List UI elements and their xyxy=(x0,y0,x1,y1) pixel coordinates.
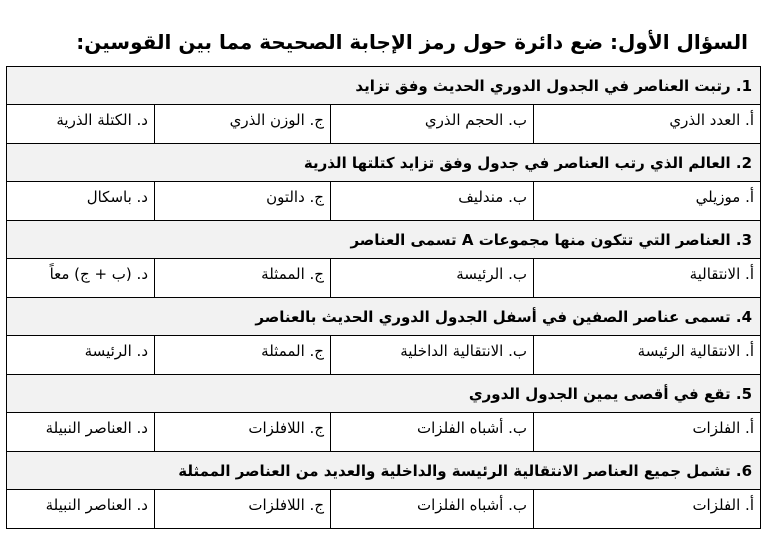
option-d[interactable]: د. الرئيسة xyxy=(7,336,155,375)
option-d[interactable]: د. العناصر النبيلة xyxy=(7,413,155,452)
option-a[interactable]: أ. موزيلي xyxy=(534,182,761,221)
option-c[interactable]: ج. اللافلزات xyxy=(155,413,331,452)
question-5-stem: 5. تقع في أقصى يمين الجدول الدوري xyxy=(7,375,761,413)
option-d[interactable]: د. (ب + ج) معاً xyxy=(7,259,155,298)
question-2-stem: 2. العالم الذي رتب العناصر في جدول وفق تزايد كتلتها الذرية xyxy=(7,144,761,182)
option-a[interactable]: أ. الفلزات xyxy=(534,490,761,529)
question-heading: السؤال الأول: ضع دائرة حول رمز الإجابة الصحيحة مما بين القوسين: xyxy=(76,30,748,54)
option-c[interactable]: ج. الممثلة xyxy=(155,259,331,298)
option-a[interactable]: أ. الانتقالية الرئيسة xyxy=(534,336,761,375)
option-c[interactable]: ج. اللافلزات xyxy=(155,490,331,529)
option-d[interactable]: د. باسكال xyxy=(7,182,155,221)
option-b[interactable]: ب. أشباه الفلزات xyxy=(331,490,534,529)
option-a[interactable]: أ. العدد الذري xyxy=(534,105,761,144)
question-3-stem: 3. العناصر التي تتكون منها مجموعات A تسمى العناصر xyxy=(7,221,761,259)
question-1-options xyxy=(7,105,761,144)
questions-table xyxy=(6,66,761,529)
option-b[interactable]: ب. الحجم الذري xyxy=(331,105,534,144)
option-b[interactable]: ب. أشباه الفلزات xyxy=(331,413,534,452)
option-d[interactable]: د. العناصر النبيلة xyxy=(7,490,155,529)
option-b[interactable]: ب. الرئيسة xyxy=(331,259,534,298)
option-b[interactable]: ب. مندليف xyxy=(331,182,534,221)
question-6-options xyxy=(7,490,761,529)
question-1-stem: 1. رتبت العناصر في الجدول الدوري الحديث وفق تزايد xyxy=(7,67,761,105)
option-b[interactable]: ب. الانتقالية الداخلية xyxy=(331,336,534,375)
option-c[interactable]: ج. الوزن الذري xyxy=(155,105,331,144)
option-d[interactable]: د. الكتلة الذرية xyxy=(7,105,155,144)
question-3-options xyxy=(7,259,761,298)
question-4-stem: 4. تسمى عناصر الصفين في أسفل الجدول الدوري الحديث بالعناصر xyxy=(7,298,761,336)
option-a[interactable]: أ. الفلزات xyxy=(534,413,761,452)
option-c[interactable]: ج. دالتون xyxy=(155,182,331,221)
option-c[interactable]: ج. الممثلة xyxy=(155,336,331,375)
question-2-options xyxy=(7,182,761,221)
question-6-stem: 6. تشمل جميع العناصر الانتقالية الرئيسة والداخلية والعديد من العناصر الممثلة xyxy=(7,452,761,490)
question-5-options xyxy=(7,413,761,452)
option-a[interactable]: أ. الانتقالية xyxy=(534,259,761,298)
question-4-options xyxy=(7,336,761,375)
